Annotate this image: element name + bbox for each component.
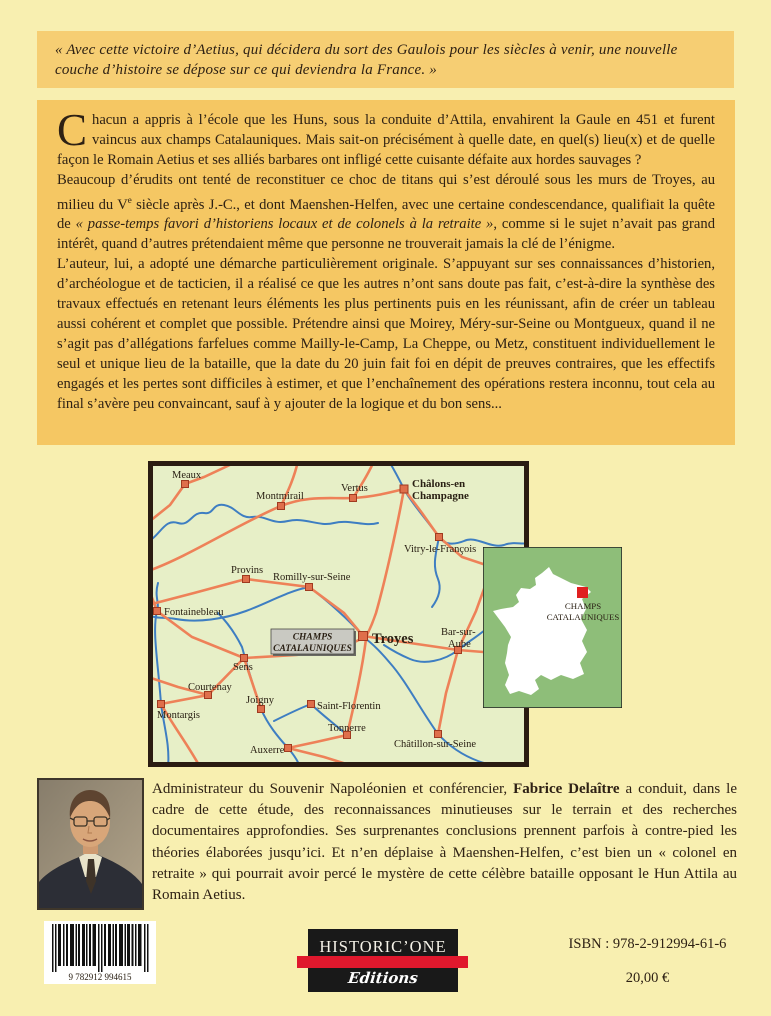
synopsis-p2-text-c: , comme si le sujet n’avait pas grand intérêt, quand d’autres prétendaient même que personne ne trouverait jamais la clé de l’énigme. xyxy=(57,216,715,253)
label-fontainebleau: Fontainebleau xyxy=(164,607,224,618)
region-label-line2: CATALAUNIQUES xyxy=(273,644,352,654)
author-bio-text xyxy=(152,779,737,906)
barcode xyxy=(44,921,156,984)
marker-chalons xyxy=(400,485,408,493)
synopsis-p2-superscript: e xyxy=(127,194,132,205)
synopsis-p2-text-a: Beaucoup d’érudits ont tenté de reconstituer ce choc de titans qui s’est déroulé sous les murs de Troyes, au milieu du V xyxy=(57,171,715,213)
label-courtenay: Courtenay xyxy=(188,682,232,693)
publisher-subtitle: Editions xyxy=(347,969,419,987)
bio-suffix: a conduit, dans le cadre de cette étude, des reconnaissances minutieuses sur le terrain et des recherches documentaires approfondies. Ses surprenantes conclusions prennent parfois à contre-pied les théories élaborées jusqu’ici. Et n’en déplaise à Maenshen-Helfen, c’est bien un « colonel en retraite » qui pourrait avoir percé le mystère de cette célèbre bataille opposant le Hun Attila au Romain Aetius. xyxy=(152,781,737,904)
barcode-svg xyxy=(44,921,156,984)
marker-joigny xyxy=(258,706,265,713)
label-chalons-2: Champagne xyxy=(412,490,469,502)
barcode-bars xyxy=(52,924,149,972)
synopsis-paragraph-2 xyxy=(57,171,715,255)
marker-fontainebleau xyxy=(154,608,161,615)
marker-meaux xyxy=(182,481,189,488)
author-photo xyxy=(37,778,144,910)
battle-site-marker xyxy=(577,587,588,598)
inset-map-svg xyxy=(483,547,622,708)
label-chalons-1: Châlons-en xyxy=(412,478,466,490)
quote-band xyxy=(37,31,734,88)
label-meaux: Meaux xyxy=(172,470,202,481)
marker-auxerre xyxy=(285,745,292,752)
label-troyes: Troyes xyxy=(372,631,414,647)
author-bio xyxy=(152,779,737,906)
marker-saint-florentin xyxy=(308,701,315,708)
label-provins: Provins xyxy=(231,565,264,576)
label-montargis: Montargis xyxy=(157,710,200,721)
label-vertus: Vertus xyxy=(341,483,368,494)
label-bar-1: Bar-sur- xyxy=(441,627,476,638)
label-sens: Sens xyxy=(233,662,253,673)
label-chatillon: Châtillon-sur-Seine xyxy=(394,739,477,750)
bio-prefix: Administrateur du Souvenir Napoléonien et conférencier, xyxy=(152,781,514,797)
synopsis-box xyxy=(37,100,735,445)
price-text: 20,00 € xyxy=(625,970,670,986)
region-map-svg xyxy=(148,461,529,767)
label-montmirail: Montmirail xyxy=(256,491,304,502)
label-auxerre: Auxerre xyxy=(250,745,285,756)
marker-vertus xyxy=(350,495,357,502)
inset-label-line1: CHAMPS xyxy=(564,601,602,611)
quote-text: « Avec cette victoire d’Aetius, qui décidera du sort des Gaulois pour les siècles à venir, une nouvelle couche d’histoire se dépose sur ce qui deviendra la France. » xyxy=(55,42,678,78)
author-photo-svg xyxy=(39,780,142,908)
label-tonnerre: Tonnerre xyxy=(328,723,366,734)
region-label-line1: CHAMPS xyxy=(292,632,333,643)
marker-romilly xyxy=(306,584,313,591)
synopsis-p2-text-b: siècle après J.-C., et dont Maenshen-Helfen, avec une certaine condescendance, qualifiait la quête de xyxy=(57,196,715,233)
synopsis-paragraph-3: L’auteur, lui, a adopté une démarche particulièrement originale. S’appuyant sur ses connaissances d’historien, d’archéologue et de tacticien, il a réalisé ce que les autres n’ont sans doute pas fait, c’est-à-dire la synthèse des travaux effectués en retenant leurs éléments les plus pertinents puis en les réunissant, afin de créer un tableau aussi cohérent et complet que possible. Prétendre ainsi que Moirey, Méry-sur-Seine ou Montgueux, quand il ne s’agit pas d’allégations farfelues comme Mailly-le-Camp, La Cheppe, ou Metz, constituent individuellement le seul et unique lieu de la bataille, que la date du 20 juin fait foi en dépit de preuves contraires, que les effectifs engagés et les pertes sont difficiles à estimer, et que l’enchaînement des opérations restera inconnu, tout cela au final s’avère peu convaincant, sauf à y ajouter de la logique et du bon sens... xyxy=(57,256,715,412)
marker-provins xyxy=(243,576,250,583)
marker-montmirail xyxy=(278,503,285,510)
synopsis-p1-text: hacun a appris à l’école que les Huns, sous la conduite d’Attila, envahirent la Gaule en 451 et furent vaincus aux champs Catalauniques. Mais sait-on précisément à quelle date, en quel(s) lieu(x) et de quelle façon le Romain Aetius et ses alliés barbares ont infligé cette cuisante défaite aux hordes sauvages ? xyxy=(57,112,715,168)
marker-vitry xyxy=(436,534,443,541)
drop-cap: C xyxy=(57,105,88,155)
synopsis-p2-quote: « passe-temps favori d’historiens locaux et de colonels à la retraite » xyxy=(75,216,494,233)
label-romilly: Romilly-sur-Seine xyxy=(273,572,351,583)
inset-map xyxy=(483,547,622,713)
region-label-box xyxy=(271,629,356,656)
label-vitry: Vitry-le-François xyxy=(404,544,477,555)
marker-troyes xyxy=(359,632,368,641)
isbn-block xyxy=(530,936,765,987)
isbn-text: ISBN : 978-2-912994-61-6 xyxy=(568,936,727,952)
marker-chatillon xyxy=(435,731,442,738)
author-name: Fabrice Delaître xyxy=(513,781,620,797)
region-map xyxy=(148,461,529,772)
publisher-name: HISTORIC’ONE xyxy=(319,937,447,956)
label-joigny: Joigny xyxy=(246,695,275,706)
marker-sens xyxy=(241,655,248,662)
label-bar-2: Aube xyxy=(448,639,471,650)
logo-red-stripe xyxy=(297,956,468,968)
inset-label-line2: CATALAUNIQUES xyxy=(546,612,620,622)
label-saint-florentin: Saint-Florentin xyxy=(317,701,381,712)
synopsis-paragraph-1 xyxy=(57,105,715,171)
marker-montargis xyxy=(158,701,165,708)
barcode-number: 9 782912 994615 xyxy=(68,972,132,982)
